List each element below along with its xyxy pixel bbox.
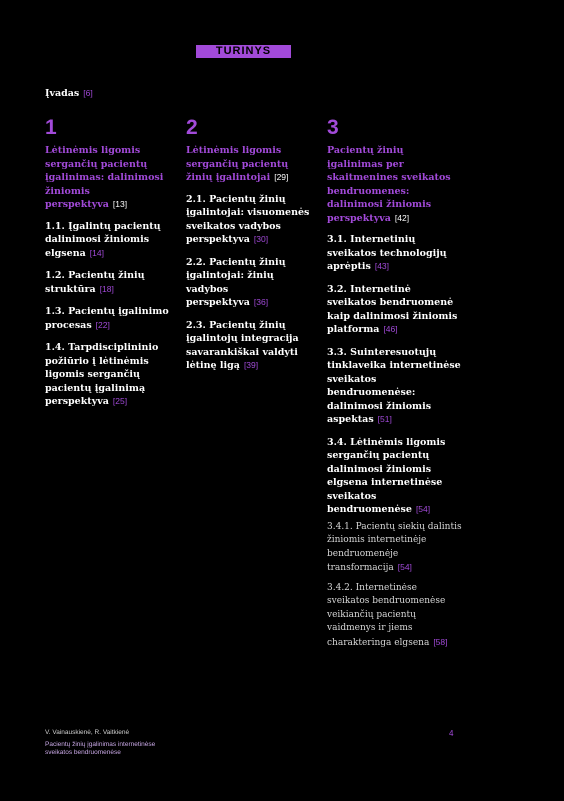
section-page: [46]	[383, 324, 398, 334]
section-page: [39]	[243, 360, 259, 370]
toc-section[interactable]	[327, 436, 462, 517]
chapter-title-label: Lėtinėmis ligomis sergančių pacientų žinių įgalintojai	[186, 145, 289, 183]
section-label: 3.2. Internetinė sveikatos bendruomenė kaip dalinimosi žiniomis platforma	[327, 283, 458, 335]
chapter-page: [29]	[274, 172, 289, 182]
section-page: [36]	[253, 297, 269, 307]
chapter-2-column	[186, 116, 311, 382]
toc-section[interactable]	[327, 233, 462, 274]
section-page: [18]	[99, 283, 114, 294]
chapter-title[interactable]	[327, 144, 462, 225]
section-page: [30]	[253, 234, 269, 244]
section-label: 1.3. Pacientų įgalinimo procesas	[45, 306, 169, 331]
toc-section[interactable]	[45, 269, 170, 296]
chapter-page: [13]	[112, 199, 128, 209]
chapter-page: [42]	[394, 212, 410, 223]
footer-book-title-line2: sveikatos bendruomenėse	[45, 749, 121, 756]
section-page: [54]	[415, 504, 431, 514]
section-label: 3.4. Lėtinėmis ligomis sergančių pacientų dalinimosi žiniomis elgsena internetinėse sveikatos bendruomenėse	[327, 436, 446, 515]
section-label: 2.3. Pacientų žinių įgalintojų integracija savarankiškai valdyti lėtinę ligą	[186, 319, 299, 371]
section-page: [43]	[374, 261, 390, 271]
subsection-label: 3.4.1. Pacientų siekių dalintis žiniomis internetinėje bendruomenėje transformacija	[327, 521, 462, 573]
toc-section[interactable]	[327, 283, 462, 337]
section-page: [22]	[95, 319, 110, 330]
section-label: 3.3. Suinteresuotųjų tinklaveika internetinėse sveikatos bendruomenėse: dalinimosi žiniomis aspektas	[327, 346, 461, 425]
chapter-number: 3	[327, 116, 339, 139]
toc-section[interactable]	[45, 220, 170, 261]
section-label: 1.2. Pacientų žinių struktūra	[45, 270, 145, 295]
subsection-label: 3.4.2. Internetinėse sveikatos bendruomenėse veikiančių pacientų vaidmenys ir jiems charakteringa elgsena	[327, 582, 446, 648]
chapter-3-column	[327, 116, 462, 656]
chapter-title-label: Lėtinėmis ligomis sergančių pacientų įgalinimas: dalinimosi žiniomis perspektyva	[45, 145, 164, 210]
toc-section[interactable]	[327, 346, 462, 427]
section-label: 1.1. Įgalintų pacientų dalinimosi žiniomis elgsena	[45, 220, 161, 259]
section-page: [14]	[89, 247, 104, 258]
toc-section[interactable]	[186, 319, 311, 373]
chapter-number: 2	[186, 116, 198, 139]
toc-section[interactable]	[186, 256, 311, 310]
section-label: 2.2. Pacientų žinių įgalintojai: žinių vadybos perspektyva	[186, 256, 286, 308]
toc-intro-label: Įvadas	[45, 88, 80, 99]
toc-section[interactable]	[186, 193, 311, 247]
page-number: 4	[449, 729, 454, 738]
subsection-page: [54]	[397, 562, 412, 572]
section-page: [51]	[377, 414, 392, 424]
section-page: [25]	[112, 396, 128, 406]
chapter-title[interactable]	[45, 144, 170, 212]
toc-section[interactable]	[45, 305, 170, 332]
subsection-page: [58]	[433, 636, 448, 647]
toc-section[interactable]	[45, 341, 170, 409]
chapter-1-column	[45, 116, 170, 418]
section-label: 3.1. Internetinių sveikatos technologijų aprėptis	[327, 234, 447, 272]
chapter-number: 1	[45, 116, 57, 139]
section-label: 2.1. Pacientų žinių įgalintojai: visuomenės sveikatos vadybos perspektyva	[186, 193, 310, 245]
toc-subsection[interactable]	[327, 582, 462, 651]
chapter-title-label: Pacientų žinių įgalinimas per skaitmenines sveikatos bendruomenes: dalinimosi žiniomis perspektyva	[327, 145, 451, 224]
footer-authors: V. Vainauskienė, R. Vaitkienė	[45, 729, 130, 736]
toc-intro-page: [6]	[83, 88, 93, 98]
page-title: TURINYS	[196, 45, 291, 58]
chapter-title[interactable]	[186, 144, 311, 185]
footer-book-title-line1: Pacientų žinių įgalinimas internetinėse	[45, 741, 156, 748]
section-label: 1.4. Tarpdisciplininio požiūrio į lėtinėmis ligomis sergančių pacientų įgalinimą perspektyva	[45, 342, 159, 407]
page-footer	[45, 729, 155, 757]
toc-subsection[interactable]	[327, 521, 462, 576]
toc-intro[interactable]	[45, 88, 93, 99]
